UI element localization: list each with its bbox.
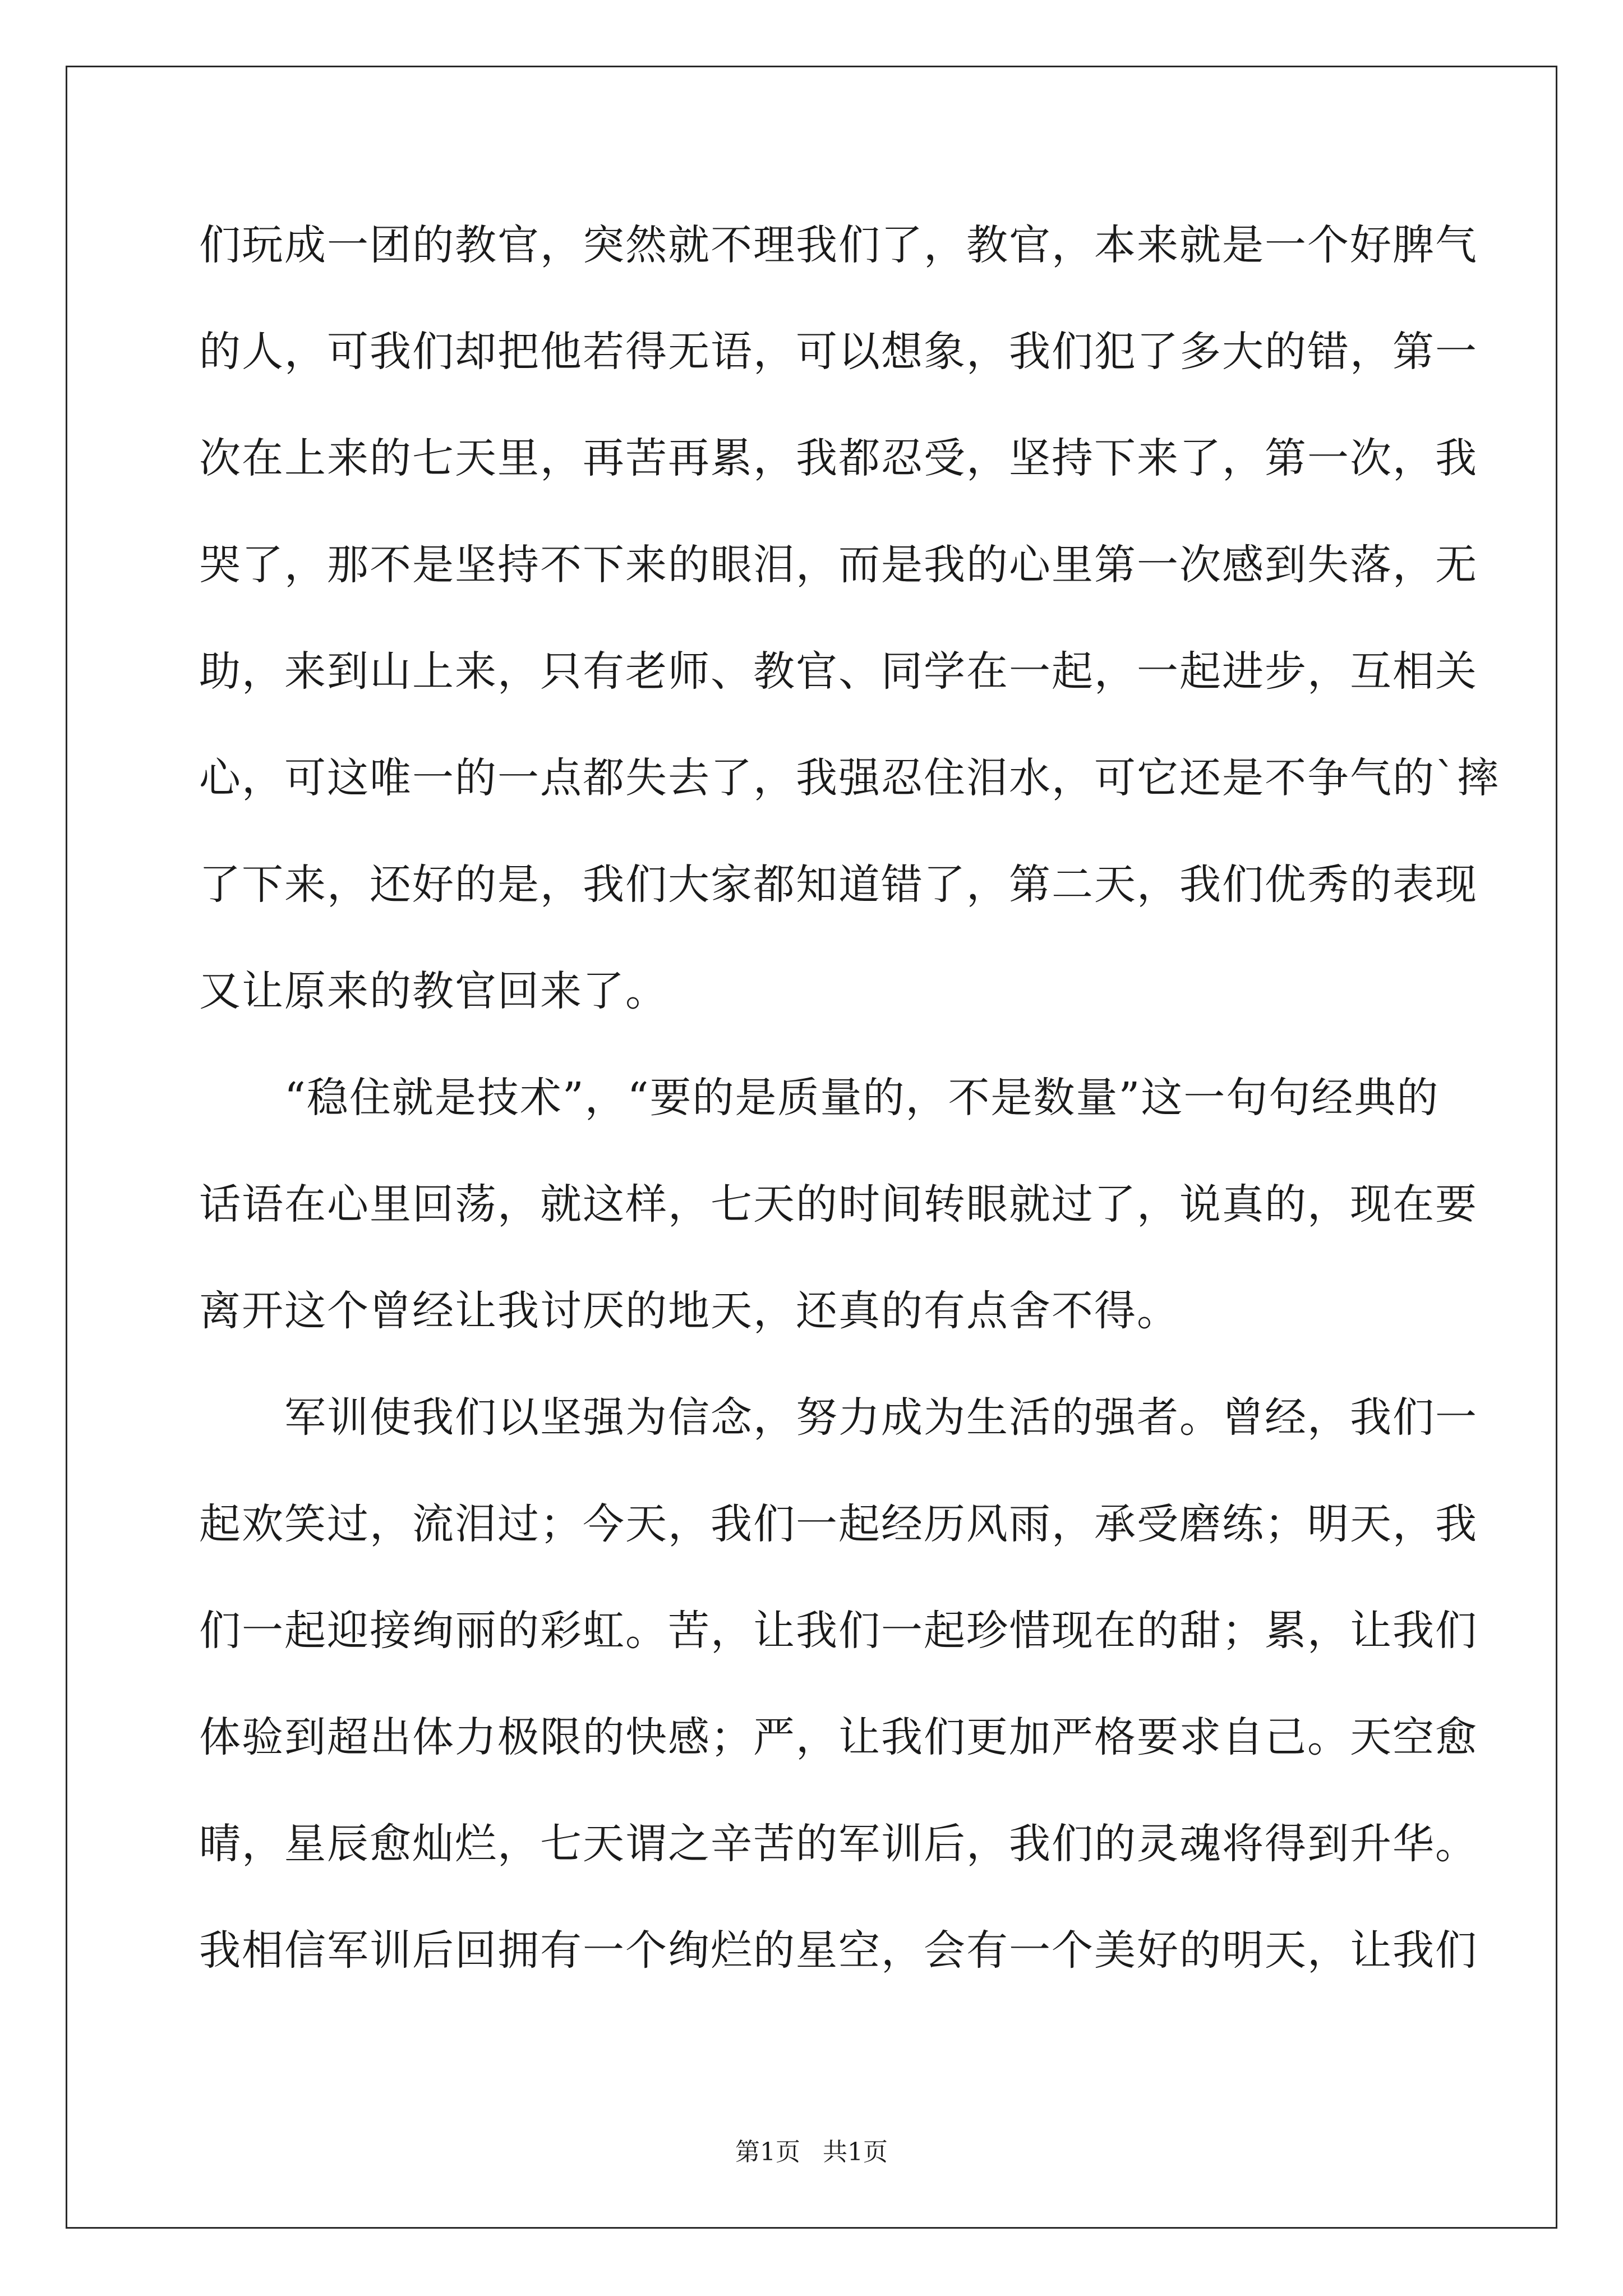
page-footer: [0, 2132, 1623, 2168]
text-line: 哭了，那不是坚持不下来的眼泪，而是我的心里第一次感到失落，无: [199, 541, 1478, 589]
text-line: 的人，可我们却把他若得无语，可以想象，我们犯了多大的错，第一: [199, 328, 1478, 376]
text-line: 心，可这唯一的一点都失去了，我强忍住泪水，可它还是不争气的`摔: [199, 754, 1500, 802]
text-line: 我相信军训后回拥有一个绚烂的星空，会有一个美好的明天，让我们: [199, 1926, 1478, 1975]
text-line: 们玩成一团的教官，突然就不理我们了，教官，本来就是一个好脾气: [199, 221, 1478, 269]
text-line: 离开这个曾经让我讨厌的地天，还真的有点舍不得。: [199, 1287, 1179, 1335]
page-number-total: 共1页: [823, 2138, 888, 2166]
text-line: 又让原来的教官回来了。: [199, 967, 668, 1015]
text-line: 话语在心里回荡，就这样，七天的时间转眼就过了，说真的，现在要: [199, 1180, 1478, 1228]
text-line: 们一起迎接绚丽的彩虹。苦，让我们一起珍惜现在的甜；累，让我们: [199, 1607, 1478, 1655]
text-line: 晴，星辰愈灿烂，七天谓之辛苦的军训后，我们的灵魂将得到升华。: [199, 1820, 1478, 1868]
document-body: [199, 192, 1500, 2004]
text-line: 助，来到山上来，只有老师、教官、同学在一起，一起进步，互相关: [199, 647, 1478, 696]
text-line: 次在上来的七天里，再苦再累，我都忍受，坚持下来了，第一次，我: [199, 434, 1478, 482]
text-line: 军训使我们以坚强为信念，努力成为生活的强者。曾经，我们一: [199, 1393, 1478, 1442]
page-number-current: 第1页: [735, 2138, 800, 2166]
text-line: 起欢笑过，流泪过；今天，我们一起经历风雨，承受磨练；明天，我: [199, 1500, 1478, 1548]
text-line: 体验到超出体力极限的快感；严，让我们更加严格要求自己。天空愈: [199, 1713, 1478, 1761]
text-line: “稳住就是技术”，“要的是质量的，不是数量”这一句句经典的: [199, 1074, 1440, 1122]
text-line: 了下来，还好的是，我们大家都知道错了，第二天，我们优秀的表现: [199, 861, 1478, 909]
